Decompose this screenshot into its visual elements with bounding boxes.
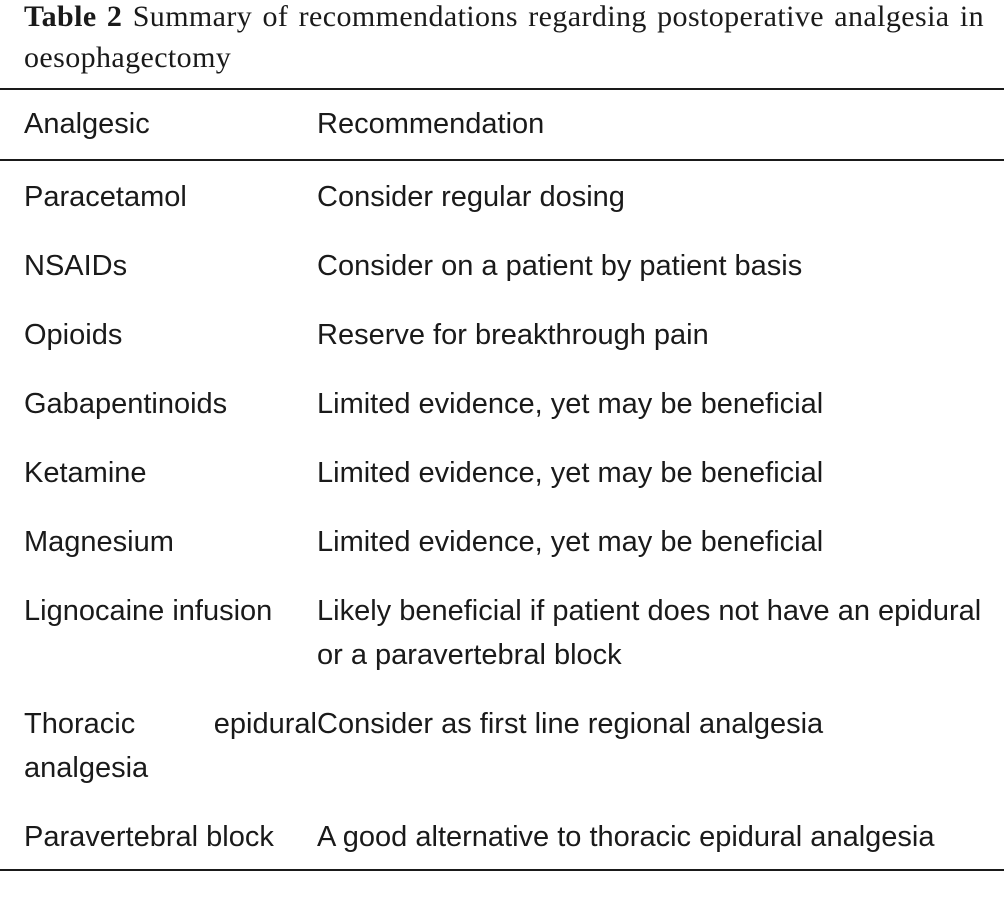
header-row [0,89,1004,160]
analgesic-cell: Opioids [24,319,123,351]
table-row [0,577,1004,690]
recommendation-cell: Consider regular dosing [317,181,625,213]
recommendations-table [0,88,1004,871]
recommendation-cell: Limited evidence, yet may be beneficial [317,526,824,558]
table-row [0,301,1004,370]
table-row [0,370,1004,439]
analgesic-cell: Gabapentinoids [24,388,228,420]
table-row [0,160,1004,232]
column-header-recommendation: Recommendation [317,89,1004,160]
recommendation-cell: Consider on a patient by patient basis [317,250,803,282]
table-header [0,89,1004,160]
analgesic-cell: Ketamine [24,457,147,489]
table-body [0,160,1004,870]
analgesic-cell: Paracetamol [24,181,187,213]
table-caption-text: Summary of recommendations regarding postoperative analgesia in oesophagectomy [24,0,984,74]
recommendation-cell: A good alternative to thoracic epidural analgesia [317,821,935,853]
recommendation-cell: Likely beneficial if patient does not have an epidural or a paravertebral block [317,595,982,671]
analgesic-cell: Magnesium [24,526,174,558]
table-row [0,690,1004,803]
table-row [0,803,1004,870]
analgesic-cell: Thoracic epidural analgesia [24,708,317,784]
analgesic-cell: Paravertebral block [24,821,274,853]
recommendation-cell: Consider as first line regional analgesia [317,708,824,740]
table-caption [0,0,984,78]
recommendation-cell: Limited evidence, yet may be beneficial [317,457,824,489]
table-label: Table 2 [24,0,123,33]
analgesic-cell: NSAIDs [24,250,128,282]
table-row [0,508,1004,577]
table-row [0,439,1004,508]
column-header-analgesic: Analgesic [0,89,317,160]
analgesic-cell: Lignocaine infusion [24,595,273,627]
recommendation-cell: Limited evidence, yet may be beneficial [317,388,824,420]
table-row [0,232,1004,301]
recommendation-cell: Reserve for breakthrough pain [317,319,709,351]
